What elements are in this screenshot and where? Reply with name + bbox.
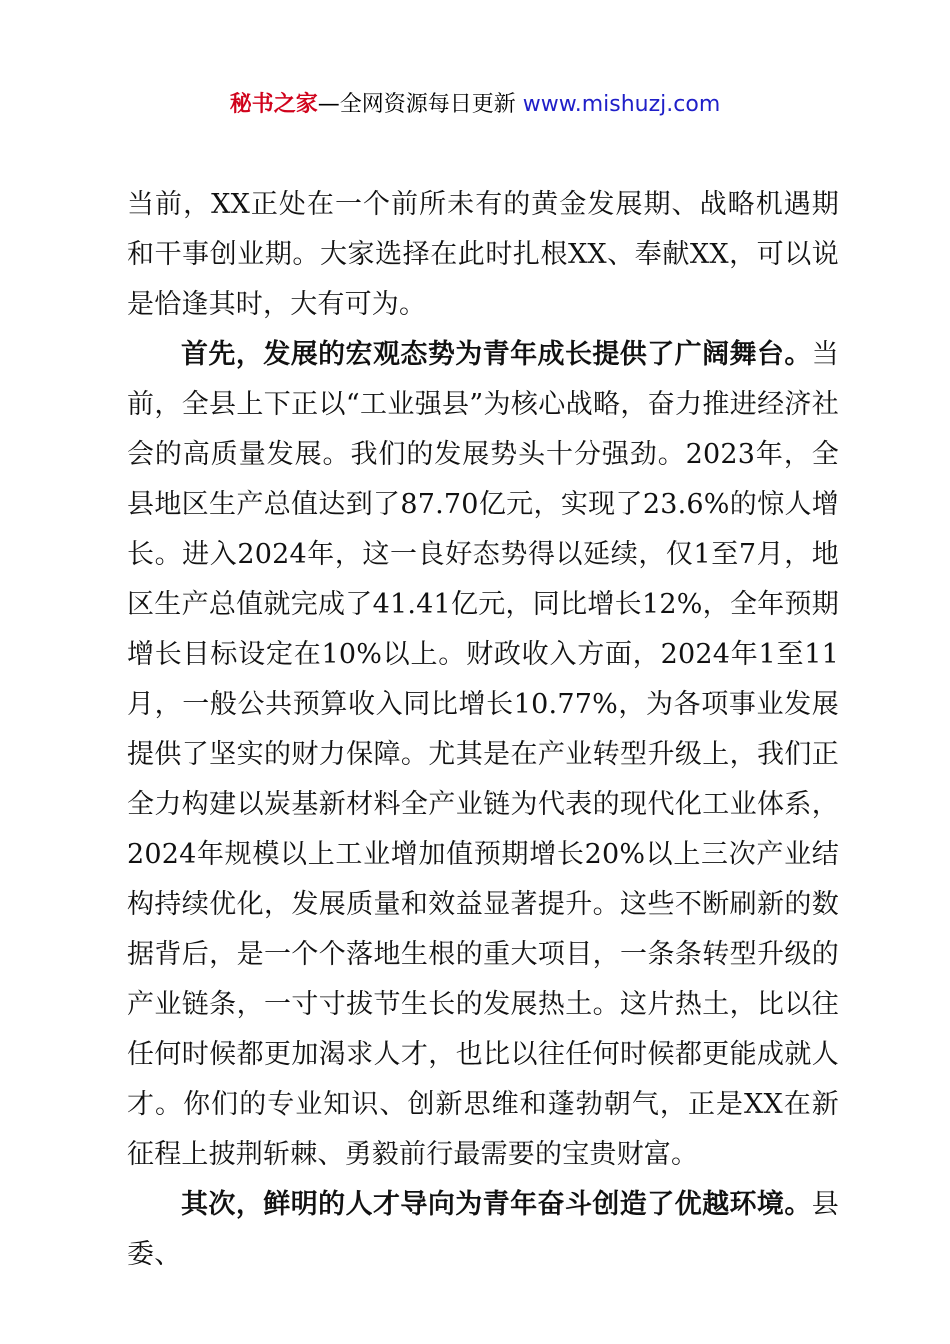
paragraph-development bbox=[127, 330, 839, 1180]
header-tagline: —全网资源每日更新 bbox=[317, 92, 516, 117]
paragraph-intro: 当前，XX正处在一个前所未有的黄金发展期、战略机遇期和干事创业期。大家选择在此时扎根XX、奉献XX，可以说是恰逢其时，大有可为。 bbox=[127, 189, 839, 320]
paragraph-heading: 首先，发展的宏观态势为青年成长提供了广阔舞台。 bbox=[181, 339, 812, 370]
paragraph-talent bbox=[127, 1180, 839, 1280]
paragraph-heading: 其次，鲜明的人才导向为青年奋斗创造了优越环境。 bbox=[181, 1189, 812, 1220]
paragraph-text: 县委、 bbox=[127, 1189, 839, 1270]
brand-name: 秘书之家 bbox=[229, 92, 318, 117]
page-header bbox=[0, 88, 950, 122]
website-link[interactable]: www.mishuzj.com bbox=[522, 92, 721, 117]
paragraph-text: 当前，全县上下正以“工业强县”为核心战略，奋力推进经济社会的高质量发展。我们的发展势头十分强劲。2023年，全县地区生产总值达到了87.70亿元，实现了23.6%的惊人增长。进入2024年，这一良好态势得以延续，仅1至7月，地区生产总值就完成了41.41亿元，同比增长12%，全年预期增长目标设定在10%以上。财政收入方面，2024年1至11月，一般公共预算收入同比增长10.77%，为各项事业发展提供了坚实的财力保障。尤其是在产业转型升级上，我们正全力构建以炭基新材料全产业链为代表的现代化工业体系，2024年规模以上工业增加值预期增长20%以上三次产业结构持续优化，发展质量和效益显著提升。这些不断刷新的数据背后，是一个个落地生根的重大项目，一条条转型升级的产业链条，一寸寸拔节生长的发展热土。这片热土，比以往任何时候都更加渴求人才，也比以往任何时候都更能成就人才。你们的专业知识、创新思维和蓬勃朝气，正是XX在新征程上披荆斩棘、勇毅前行最需要的宝贵财富。 bbox=[127, 339, 839, 1170]
document-body bbox=[127, 180, 839, 1280]
